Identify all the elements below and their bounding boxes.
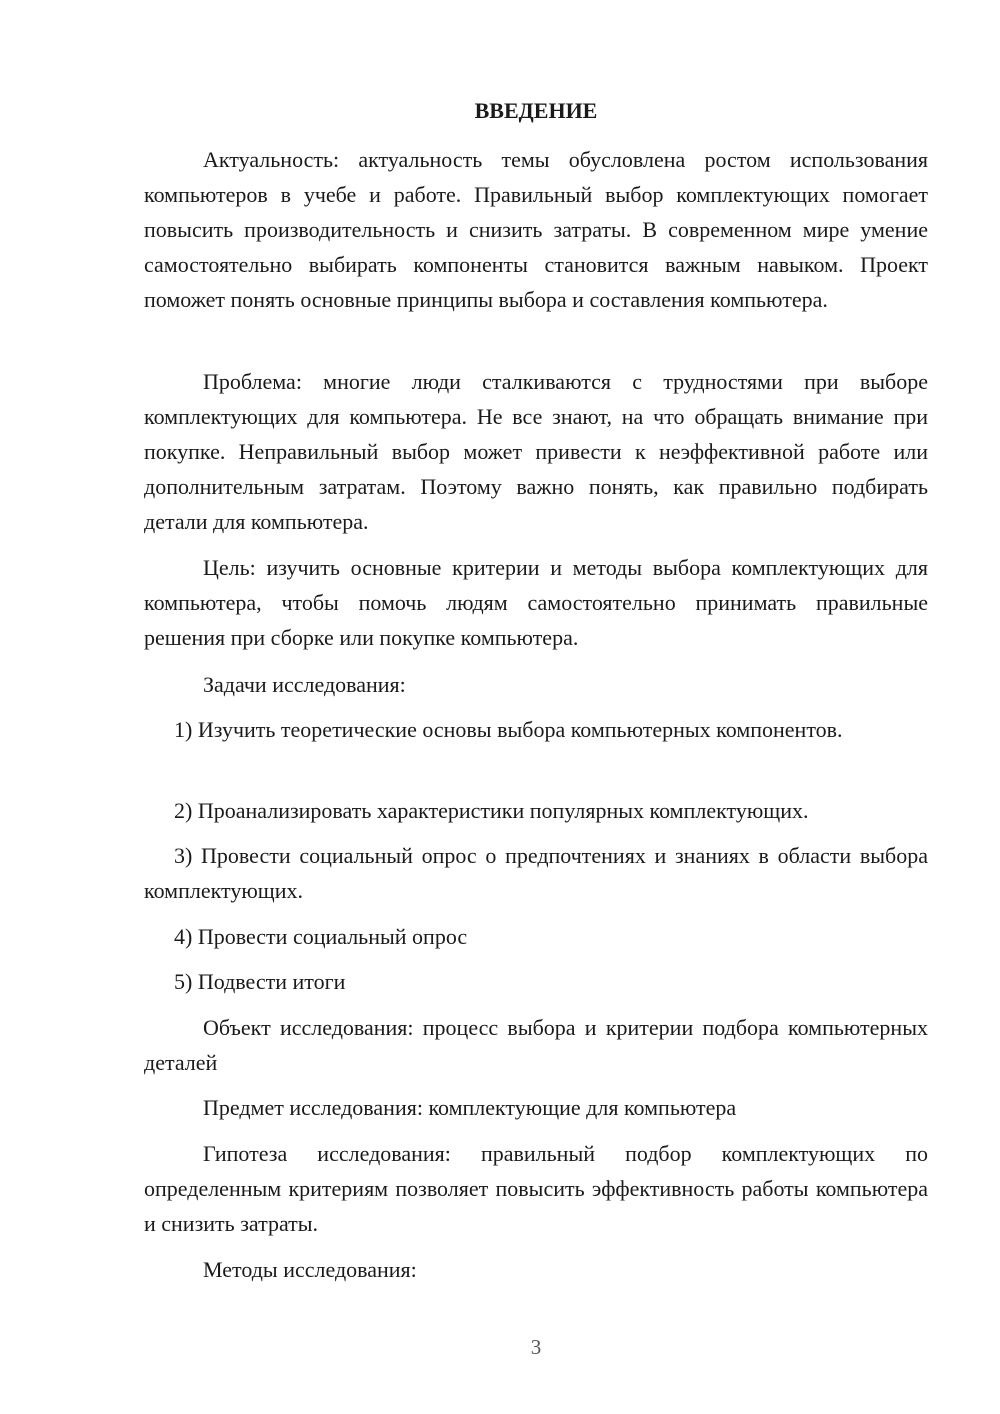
page-title: ВВЕДЕНИЕ <box>474 98 598 123</box>
paragraph-tasks-heading: Задачи исследования: <box>203 672 406 697</box>
task-item-3: 3) Провести социальный опрос о предпочтениях и знаниях в области выбора комплектующих. <box>144 843 928 903</box>
task-item-5: 5) Подвести итоги <box>174 969 346 994</box>
paragraph-hypothesis: Гипотеза исследования: правильный подбор комплектующих по определенным критериям позволяет повысить эффективность работы компьютера и снизить затраты. <box>144 1141 928 1236</box>
task-item-4: 4) Провести социальный опрос <box>174 924 468 949</box>
task-item-2: 2) Проанализировать характеристики популярных комплектующих. <box>174 798 809 823</box>
paragraph-goal: Цель: изучить основные критерии и методы выбора комплектующих для компьютера, чтобы помочь людям самостоятельно принимать правильные решения при сборке или покупке компьютера. <box>144 555 928 650</box>
paragraph-object: Объект исследования: процесс выбора и критерии подбора компьютерных деталей <box>144 1015 928 1075</box>
paragraph-subject: Предмет исследования: комплектующие для компьютера <box>203 1095 737 1120</box>
paragraph-methods: Методы исследования: <box>203 1257 417 1282</box>
paragraph-relevance: Актуальность: актуальность темы обусловлена ростом использования компьютеров в учебе и работе. Правильный выбор комплектующих помогает повысить производительность и снизить затраты. В современном мире умение самостоятельно выбирать компоненты становится важным навыком. Проект поможет понять основные принципы выбора и составления компьютера. <box>144 147 928 312</box>
page-number: 3 <box>530 1335 542 1359</box>
task-item-1: 1) Изучить теоретические основы выбора компьютерных компонентов. <box>174 717 843 742</box>
paragraph-problem: Проблема: многие люди сталкиваются с трудностями при выборе комплектующих для компьютера. Не все знают, на что обращать внимание при покупке. Неправильный выбор может привести к неэффективной работе или дополнительным затратам. Поэтому важно понять, как правильно подбирать детали для компьютера. <box>144 369 928 534</box>
